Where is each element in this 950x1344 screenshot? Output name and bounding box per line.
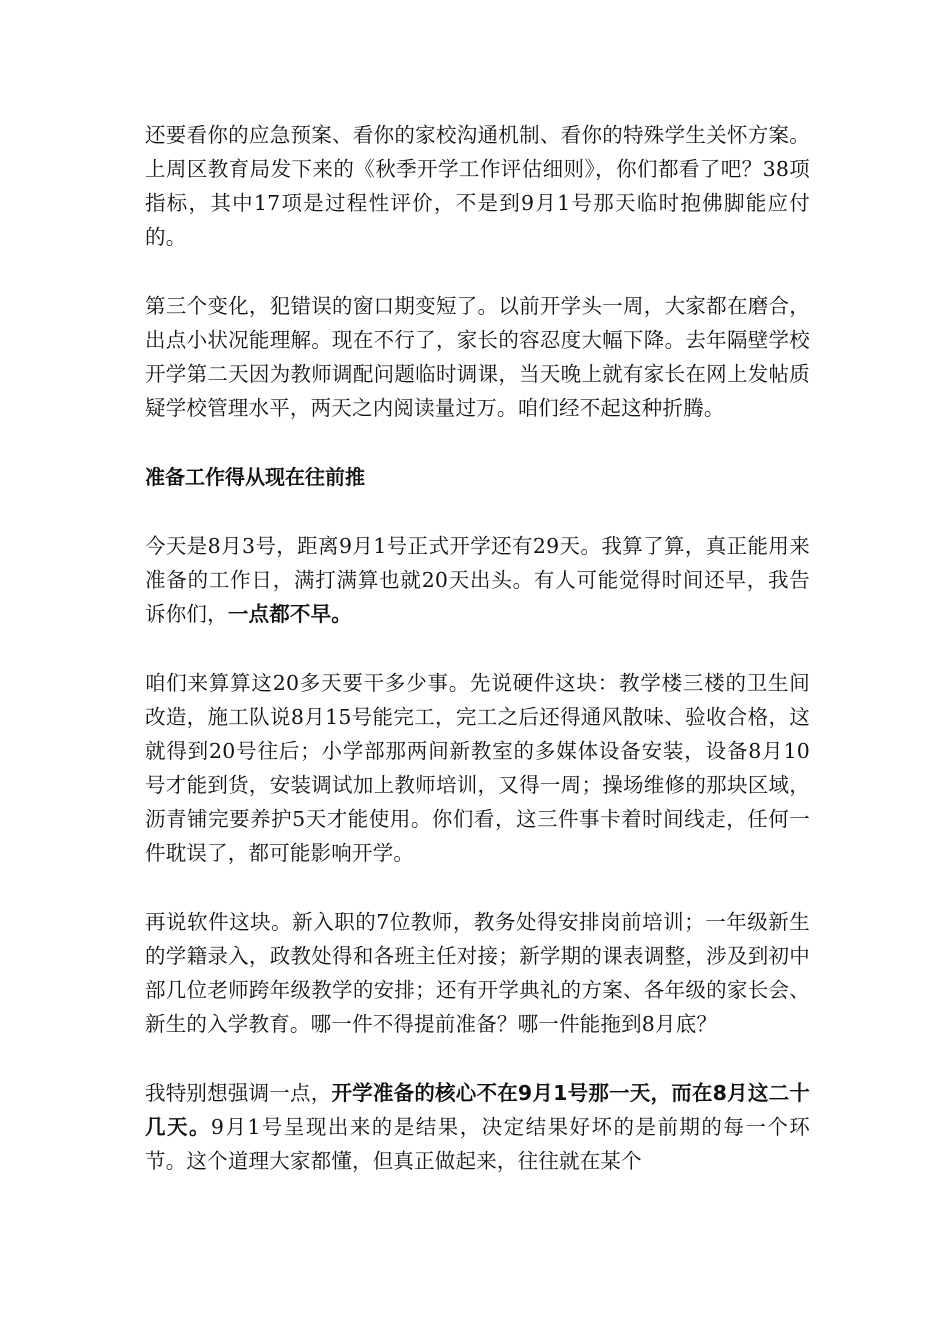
- paragraph-4: 咱们来算算这20多天要干多少事。先说硬件这块：教学楼三楼的卫生间改造，施工队说8月15号能完工，完工之后还得通风散味、验收合格，这就得到20号往后；小学部那两间新教室的多媒体设备安装，设备8月10号才能到货，安装调试加上教师培训，又得一周；操场维修的那块区域，沥青铺完要养护5天才能使用。你们看，这三件事卡着时间线走，任何一件耽误了，都可能影响开学。: [145, 671, 810, 865]
- paragraph-gap: [145, 1041, 810, 1076]
- paragraph-6: [145, 1076, 810, 1178]
- paragraph-3: [145, 529, 810, 631]
- paragraph-3-emphasis: 一点都不早。: [227, 602, 353, 626]
- paragraph-3-text: 今天是8月3号，距离9月1号正式开学还有29天。我算了算，真正能用来准备的工作日，满打满算也就20天出头。有人可能觉得时间还早，我告诉你们，: [145, 534, 810, 626]
- paragraph-gap: [145, 494, 810, 529]
- paragraph-1: 还要看你的应急预案、看你的家校沟通机制、看你的特殊学生关怀方案。上周区教育局发下来的《秋季开学工作评估细则》，你们都看了吧？38项指标，其中17项是过程性评价，不是到9月1号那天临时抱佛脚能应付的。: [145, 123, 810, 249]
- document-page: [145, 118, 810, 1178]
- paragraph-gap: [145, 254, 810, 289]
- paragraph-6-text-b: 9月1号呈现出来的是结果，决定结果好坏的是前期的每一个环节。这个道理大家都懂，但真正做起来，往往就在某个: [145, 1115, 810, 1173]
- paragraph-2: 第三个变化，犯错误的窗口期变短了。以前开学头一周，大家都在磨合，出点小状况能理解。现在不行了，家长的容忍度大幅下降。去年隔壁学校开学第二天因为教师调配问题临时调课，当天晚上就有家长在网上发帖质疑学校管理水平，两天之内阅读量过万。咱们经不起这种折腾。: [145, 294, 810, 420]
- paragraph-gap: [145, 425, 810, 460]
- paragraph-gap: [145, 870, 810, 905]
- paragraph-6-emphasis: 开学准备的核心不在9月1号那一天，而在8月这二十几天。: [145, 1081, 810, 1139]
- paragraph-gap: [145, 631, 810, 666]
- paragraph-5: 再说软件这块。新入职的7位教师，教务处得安排岗前培训；一年级新生的学籍录入，政教处得和各班主任对接；新学期的课表调整，涉及到初中部几位老师跨年级教学的安排；还有开学典礼的方案、各年级的家长会、新生的入学教育。哪一件不得提前准备？哪一件能拖到8月底？: [145, 910, 810, 1036]
- paragraph-6-text-a: 我特别想强调一点，: [145, 1081, 332, 1105]
- section-heading: 准备工作得从现在往前推: [145, 465, 365, 489]
